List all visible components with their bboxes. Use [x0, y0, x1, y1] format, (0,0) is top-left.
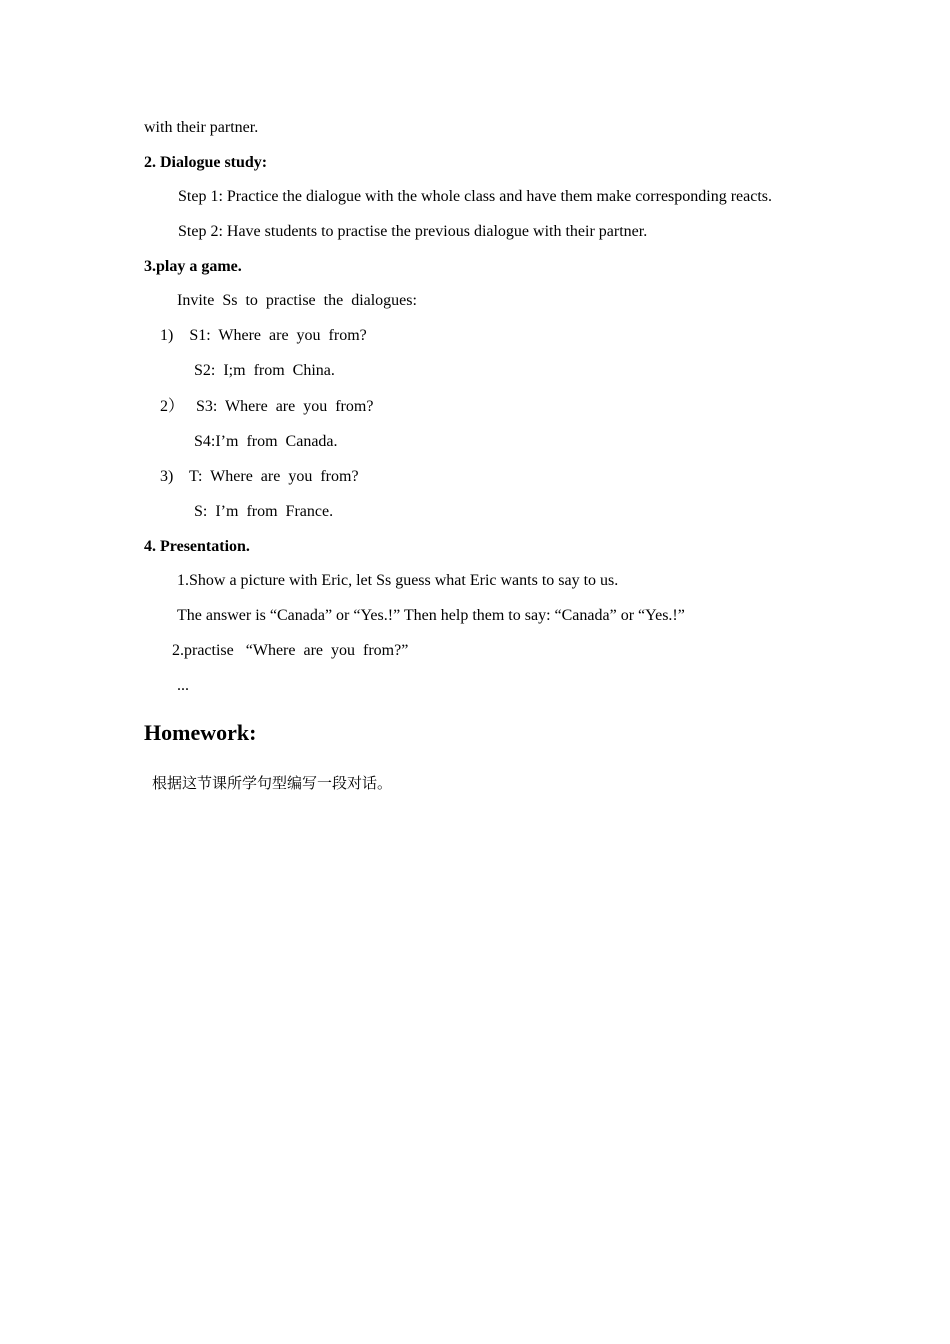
homework-body: 根据这节课所学句型编写一段对话。 [152, 774, 393, 792]
section-heading-presentation: 4. Presentation. [144, 538, 250, 555]
text-line-show-picture: 1.Show a picture with Eric, let Ss guess what Eric wants to say to us. [177, 572, 619, 589]
dialogue-line-2b: S4:I’m from Canada. [194, 433, 338, 450]
dialogue-line-1b: S2: I;m from China. [194, 362, 335, 379]
section-heading-play-game: 3.play a game. [144, 258, 242, 275]
homework-heading: Homework: [144, 720, 257, 745]
text-line-invite: Invite Ss to practise the dialogues: [177, 292, 417, 309]
dialogue-line-3b: S: I’m from France. [194, 503, 334, 520]
dialogue-line-1a: 1) S1: Where are you from? [160, 327, 367, 344]
text-line-ellipsis: ... [177, 677, 189, 694]
dialogue-line-3a: 3) T: Where are you from? [160, 468, 359, 485]
dialogue-line-2a: 2） S3: Where are you from? [160, 398, 374, 415]
text-line-practise: 2.practise “Where are you from?” [172, 642, 409, 659]
section-heading-dialogue-study: 2. Dialogue study: [144, 154, 268, 171]
text-line-partner: with their partner. [144, 119, 259, 136]
text-line-step-1: Step 1: Practice the dialogue with the whole class and have them make corresponding reacts. [178, 188, 773, 205]
text-line-step-2: Step 2: Have students to practise the previous dialogue with their partner. [178, 223, 648, 240]
text-line-answer: The answer is “Canada” or “Yes.!” Then help them to say: “Canada” or “Yes.!” [177, 607, 685, 624]
